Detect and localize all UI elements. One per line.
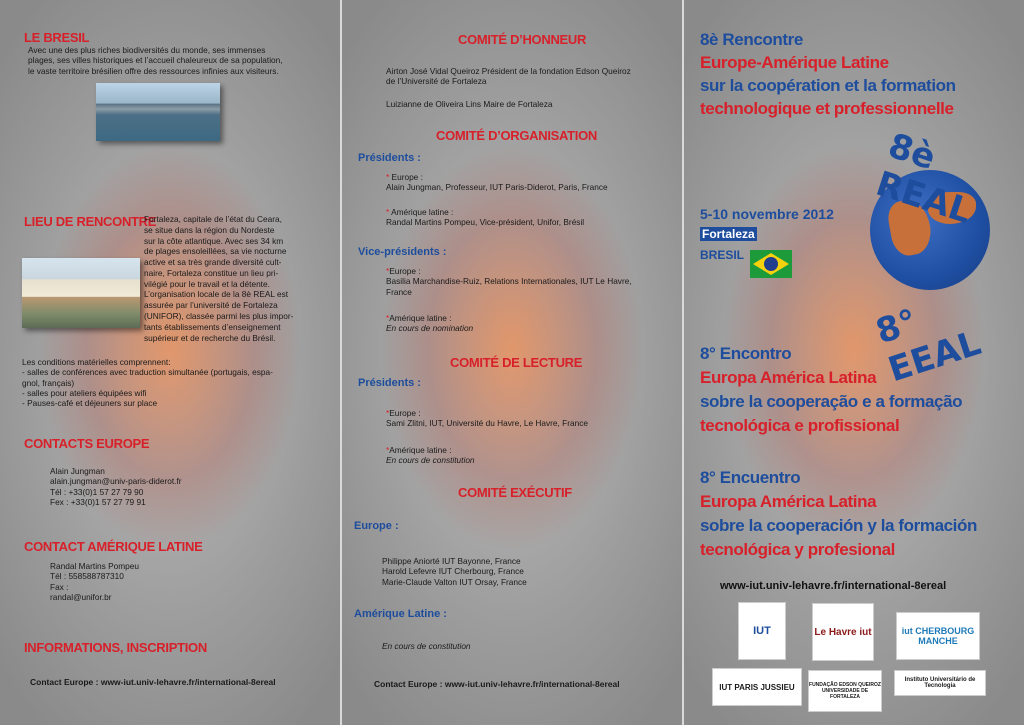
footer-link[interactable]: Contact Europe : www-iut.univ-lehavre.fr/international-8ereal	[30, 677, 276, 687]
vice-al	[386, 313, 473, 334]
lieu-line: naire, Fortaleza constitue un lieu pri-	[144, 267, 279, 278]
title-line: Europa América Latina	[700, 368, 877, 387]
lieu-line: sur la côte atlantique. Avec ses 34 km	[144, 235, 284, 246]
bresil-line: plages, ses villes historiques et l’accueil chaleureux de sa population,	[28, 55, 283, 66]
panel-left	[0, 0, 340, 725]
conditions-line: Les conditions matérielles comprennent:	[22, 357, 171, 367]
org-al	[386, 207, 584, 228]
vice-label: Vice-présidents :	[358, 246, 447, 258]
panel-middle	[342, 0, 682, 725]
org-europe-member: Alain Jungman, Professeur, IUT Paris-Diderot, Paris, France	[386, 182, 608, 193]
contact-email[interactable]: randal@unifor.br	[50, 592, 112, 603]
conditions-line: - Pauses-café et déjeuners sur place	[22, 398, 158, 409]
exec-al: En cours de constitution	[382, 641, 471, 651]
bresil-line: Avec une des plus riches biodiversités du monde, ses immenses	[28, 45, 266, 55]
lieu-line: L’organisation locale de la 8è REAL est	[144, 289, 289, 300]
lieu-line: se situe dans la région du Nordeste	[144, 224, 275, 235]
lecture-title: COMITÉ DE LECTURE	[450, 355, 583, 370]
al-label: Amérique latine :	[389, 313, 452, 323]
contacts-europe-title: CONTACTS EUROPE	[24, 436, 150, 451]
lecture-europe	[386, 408, 588, 429]
lecture-al-member: En cours de constitution	[386, 455, 475, 466]
title-line: technologique et professionnelle	[700, 99, 954, 118]
brazil-flag-icon	[750, 250, 792, 278]
website-link[interactable]: www-iut.univ-lehavre.fr/international-8ereal	[720, 580, 947, 592]
europe-label: Europe :	[389, 408, 421, 418]
iut-cherbourg-logo: iut CHERBOURG MANCHE	[896, 612, 980, 660]
europe-label: Europe :	[391, 172, 423, 182]
org-europe	[386, 172, 608, 193]
lieu-text	[144, 214, 332, 343]
iut-paris-jussieu-logo: IUT PARIS JUSSIEU	[712, 668, 802, 706]
fundacao-logo: FUNDAÇÃO EDSON QUEIROZ UNIVERSIDADE DE FORTALEZA	[808, 670, 882, 712]
building-photo	[22, 258, 140, 328]
title-line: 8° Encontro	[700, 344, 792, 363]
exec-member: Marie-Claude Valton IUT Orsay, France	[382, 576, 527, 587]
conditions-line: - salles pour ateliers équipées wifi	[22, 388, 147, 399]
title-line: Europa América Latina	[700, 492, 877, 511]
lieu-line: vilégié pour le travail et la détente.	[144, 278, 270, 289]
title-line: sur la coopération et la formation	[700, 76, 956, 95]
title-line: 8° Encuentro	[700, 468, 801, 487]
contact-line: Randal Martins Pompeu	[50, 561, 140, 571]
event-country: BRESIL	[700, 248, 745, 262]
star: *	[386, 445, 390, 455]
logo-top-text: 8è REAL	[871, 125, 977, 232]
title-line: sobre la cooperação e a formação	[700, 392, 963, 411]
al-label: Amérique latine :	[389, 445, 452, 455]
title-line: 8è Rencontre	[700, 30, 803, 49]
conditions-line: gnol, français)	[22, 377, 75, 388]
info-title: INFORMATIONS, INSCRIPTION	[24, 640, 207, 655]
title-line: tecnológica y profesional	[700, 540, 895, 559]
contact-al-title: CONTACT AMÉRIQUE LATINE	[24, 539, 203, 554]
contact-line: Tél : +33(0)1 57 27 79 90	[50, 486, 144, 497]
honneur-line: Airton José Vidal Queiroz Président de la fondation Edson Queiroz	[386, 66, 631, 76]
vice-europe-member: France	[386, 286, 412, 297]
honneur-1	[386, 66, 631, 87]
honneur-2: Luizianne de Oliveira Lins Maire de Fortaleza	[386, 99, 553, 109]
title-spanish	[700, 466, 977, 562]
star: *	[386, 207, 390, 217]
lieu-line: (UNIFOR), classée parmi les plus impor-	[144, 311, 294, 322]
iut-lehavre-logo: Le Havre iut	[812, 603, 874, 661]
logo-bottom-text: 8° EEAL	[871, 301, 986, 391]
star: *	[386, 266, 390, 276]
al-label: Amérique latine :	[391, 207, 454, 217]
lecture-presidents: Présidents :	[358, 377, 421, 389]
lieu-line: Fortaleza, capitale de l’état du Ceara,	[144, 214, 282, 224]
title-line: tecnológica e profissional	[700, 416, 900, 435]
exec-member: Harold Lefevre IUT Cherbourg, France	[382, 566, 524, 577]
bresil-line: le vaste territoire brésilien offre des ressources infinies aux visiteurs.	[28, 65, 279, 76]
presidents-label: Présidents :	[358, 152, 421, 164]
lieu-line: assurée par l’université de Fortaleza	[144, 300, 278, 311]
contact-line: Tél : 558588787310	[50, 571, 124, 582]
lieu-line: tants établissements d’enseignement	[144, 321, 281, 332]
contact-line: Fex : +33(0)1 57 27 79 91	[50, 497, 146, 508]
exec-member: Philippe Aniorté IUT Bayonne, France	[382, 556, 521, 566]
lieu-title: LIEU DE RENCONTRE	[24, 214, 157, 229]
org-al-member: Randal Martins Pompeu, Vice-président, Unifor, Brésil	[386, 217, 585, 228]
exec-al-label: Amérique Latine :	[354, 608, 447, 620]
contact-al	[50, 561, 139, 602]
title-line: sobre la cooperación y la formación	[700, 516, 977, 535]
contact-email[interactable]: alain.jungman@univ-paris-diderot.fr	[50, 476, 182, 487]
vice-al-member: En cours de nomination	[386, 323, 474, 334]
honneur-title: COMITÉ D’HONNEUR	[458, 32, 587, 47]
contact-line: Fax :	[50, 581, 69, 592]
title-portuguese	[700, 342, 962, 438]
conditions-line: - salles de conférences avec traduction simultanée (portugais, espa-	[22, 367, 273, 378]
lieu-line: active et sa très grande diversité cult-	[144, 257, 282, 268]
contacts-europe	[50, 466, 182, 507]
exec-europe	[382, 556, 527, 587]
star: *	[386, 313, 390, 323]
lieu-line: supérieur et de recherche du Brésil.	[144, 332, 276, 343]
contact-line: Alain Jungman	[50, 466, 105, 476]
bresil-text	[28, 45, 338, 76]
event-date: 5-10 novembre 2012	[700, 206, 834, 222]
panel-right	[684, 0, 1024, 725]
iut-logo: IUT	[738, 602, 786, 660]
europe-label: Europe :	[389, 266, 421, 276]
footer-link[interactable]: Contact Europe : www-iut.univ-lehavre.fr/international-8ereal	[374, 679, 620, 689]
executif-title: COMITÉ EXÉCUTIF	[458, 485, 572, 500]
vice-europe-member: Basilia Marchandise-Ruiz, Relations Internationales, IUT Le Havre,	[386, 276, 632, 287]
exec-europe-label: Europe :	[354, 520, 399, 532]
iut-bayonne-logo: Instituto Universitário de Tecnologia	[894, 670, 986, 696]
honneur-line: de l’Université de Fortaleza	[386, 76, 487, 87]
organisation-title: COMITÉ D’ORGANISATION	[436, 128, 598, 143]
bay-photo	[96, 83, 220, 141]
lecture-al	[386, 445, 475, 466]
star: *	[386, 172, 390, 182]
event-city: Fortaleza	[702, 227, 755, 241]
title-french	[700, 28, 956, 120]
conditions-text	[22, 357, 337, 409]
vice-europe	[386, 266, 632, 297]
lieu-line: de plages ensoleillées, sa vie nocturne	[144, 246, 287, 257]
bresil-title: LE BRESIL	[24, 30, 90, 45]
lecture-europe-member: Sami Zlitni, IUT, Université du Havre, Le Havre, France	[386, 418, 588, 429]
title-line: Europe-Amérique Latine	[700, 53, 889, 72]
star: *	[386, 408, 390, 418]
